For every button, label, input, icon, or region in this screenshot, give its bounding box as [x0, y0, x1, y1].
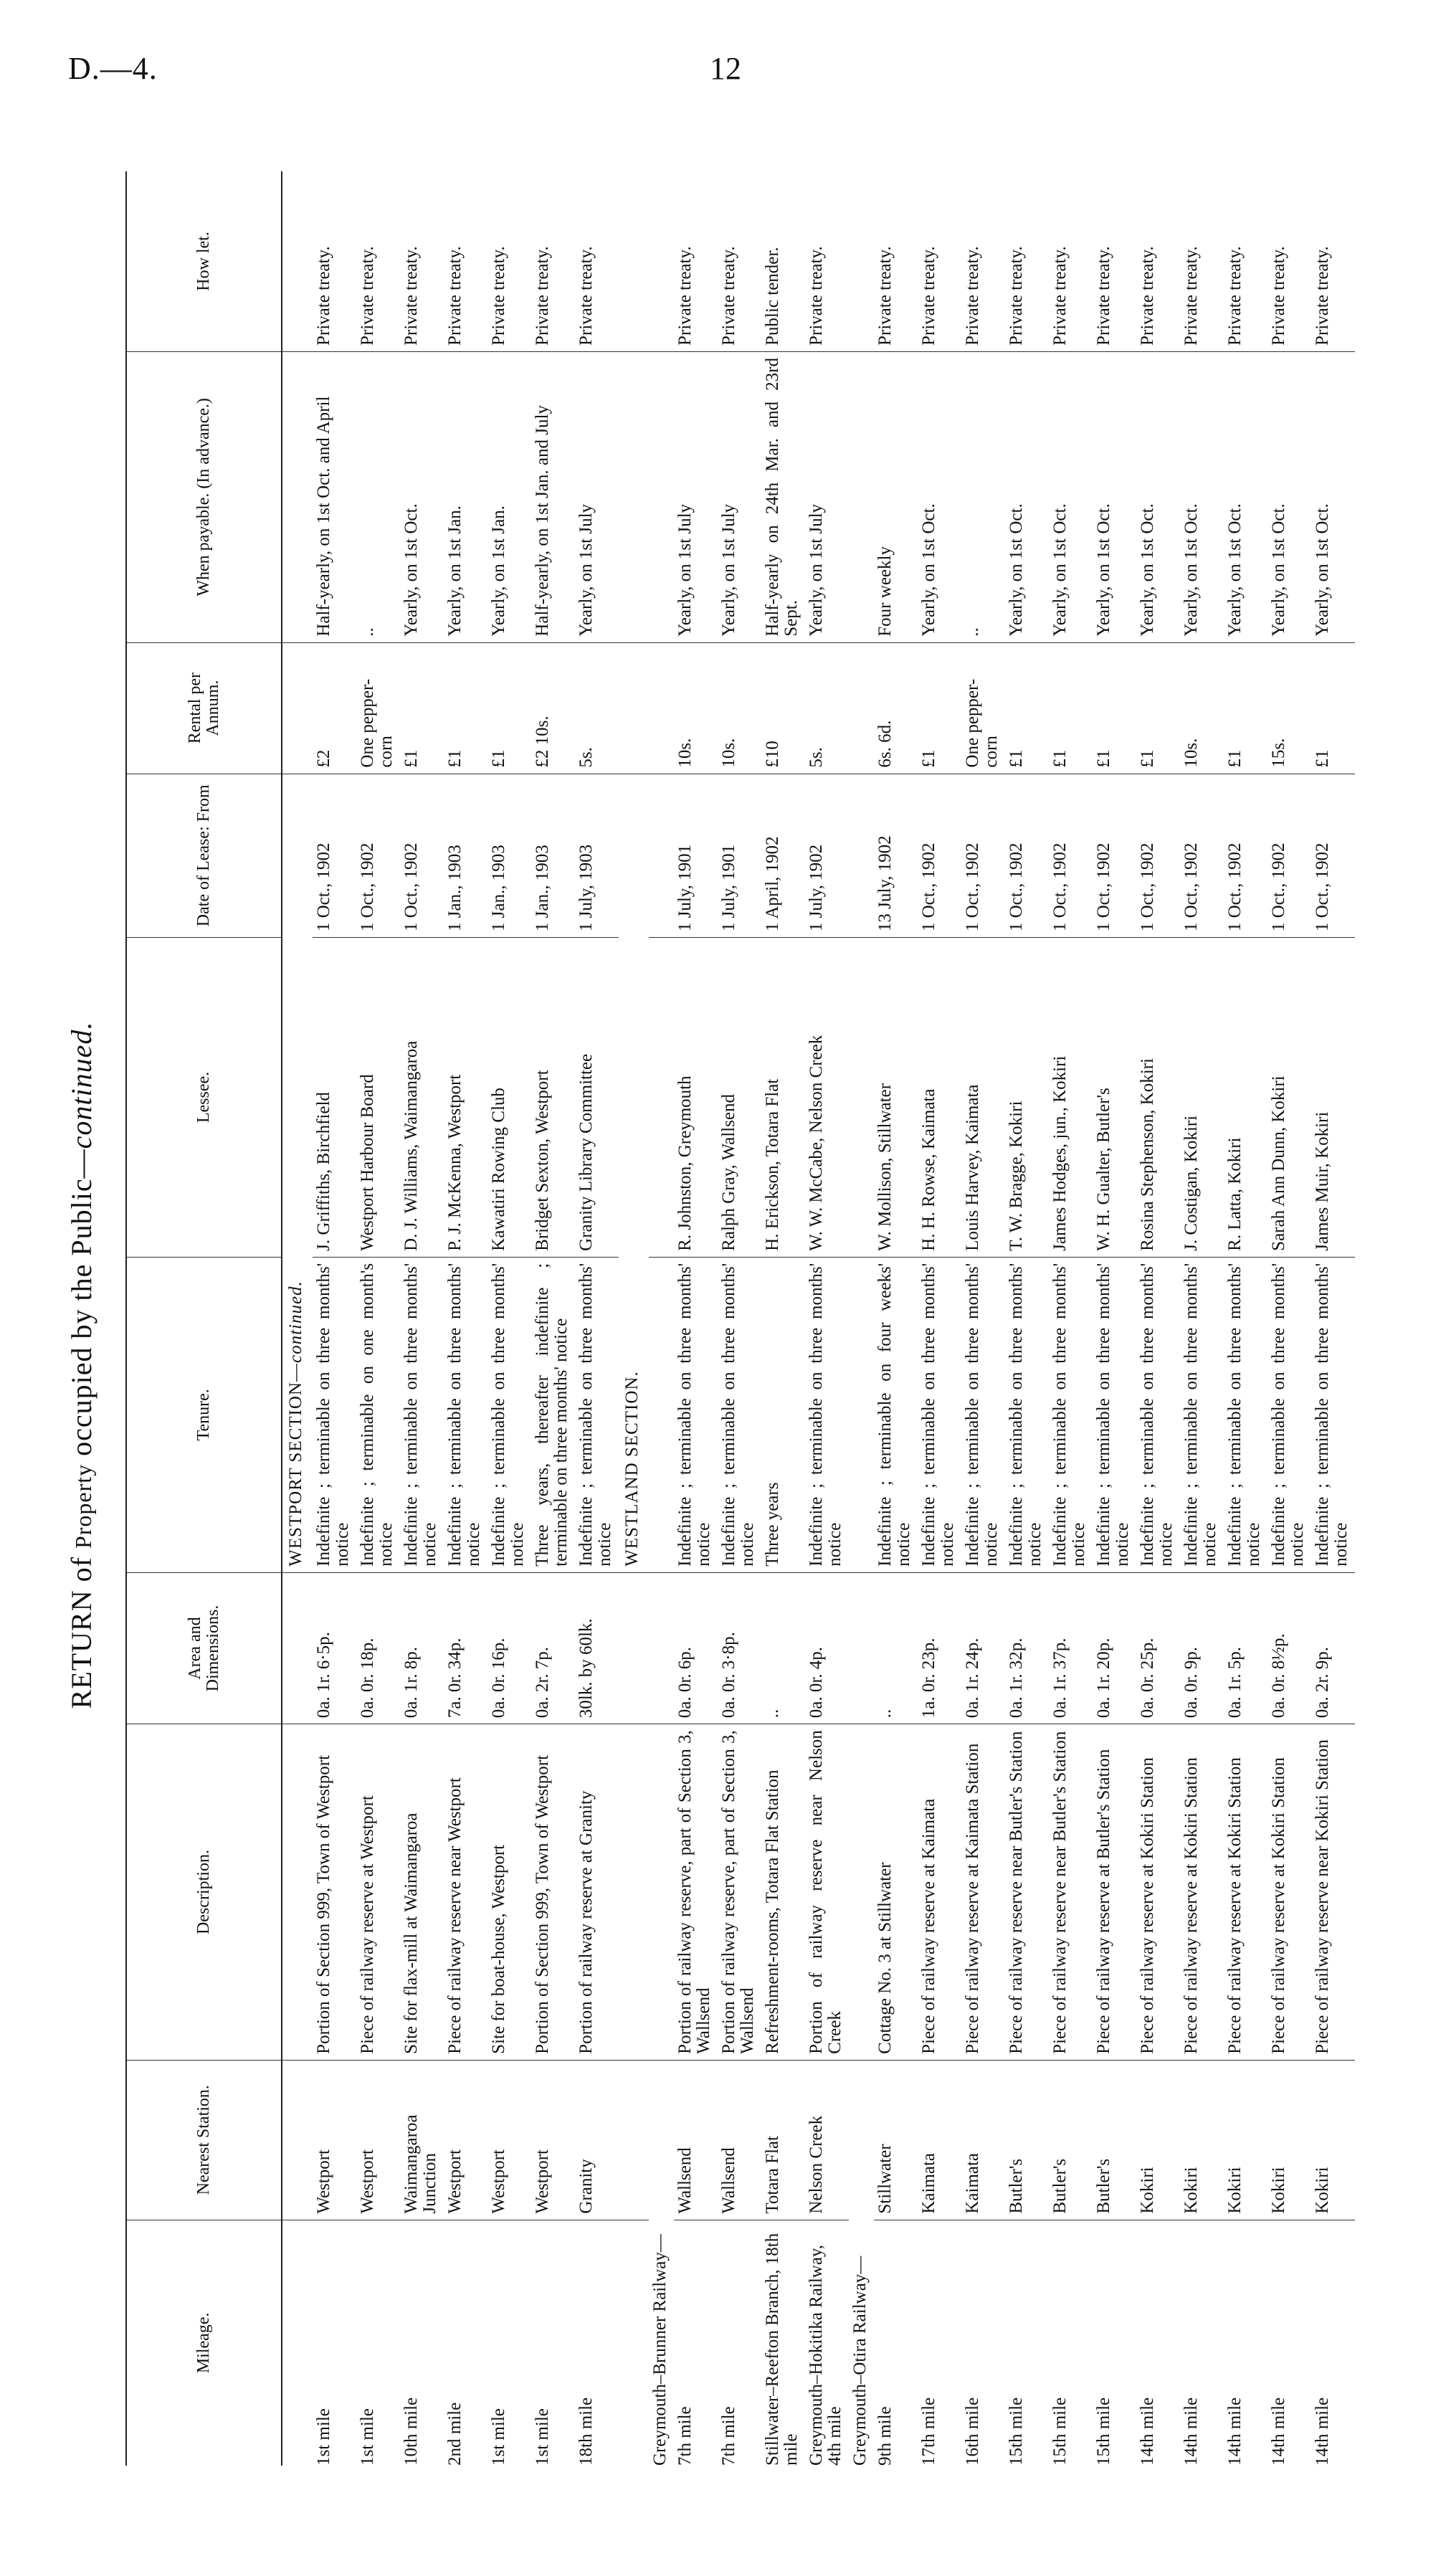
- table-row: [313, 171, 356, 2466]
- table-row: [1093, 171, 1136, 2466]
- cell-station: Butler's: [1093, 2060, 1136, 2220]
- cell-station: Kaimata: [961, 2060, 1005, 2220]
- cell-mileage: 1st mile: [358, 2408, 377, 2466]
- cell-tenure: Indefinite ; terminable on three months' notice: [444, 1257, 487, 1572]
- cell-how: Private treaty.: [1136, 171, 1180, 352]
- cell-when: Yearly, on 1st Oct.: [918, 352, 961, 643]
- cell-area: 0a. 1r. 5p.: [1224, 1572, 1267, 1724]
- cell-when: Half-yearly, on 1st Oct. and April: [313, 352, 356, 643]
- cell-area: 0a. 1r. 37p.: [1049, 1572, 1093, 1724]
- cell-lessee: Kawatiri Rowing Club: [487, 938, 531, 1258]
- cell-mileage: 10th mile: [401, 2397, 421, 2466]
- header-lessee: Lessee.: [126, 938, 282, 1258]
- cell-description: Site for flax-mill at Waimangaroa: [400, 1724, 444, 2061]
- cell-when: Yearly, on 1st Oct.: [1093, 352, 1136, 643]
- cell-how: Private treaty.: [1224, 171, 1267, 352]
- cell-when: ..: [961, 352, 1005, 643]
- cell-mileage: 14th mile: [1225, 2397, 1245, 2466]
- cell-description: Piece of railway reserve at Kokiri Station: [1180, 1724, 1224, 2061]
- table-row: [400, 171, 444, 2466]
- header-date: Date of Lease: From: [126, 774, 282, 938]
- westland-section-heading: [619, 171, 649, 2466]
- cell-lessee: W. Mollison, Stillwater: [874, 938, 918, 1258]
- cell-mileage: 15th mile: [1007, 2397, 1026, 2466]
- cell-mileage: 1st mile: [533, 2408, 552, 2466]
- cell-tenure: Indefinite ; terminable on three months' notice: [1267, 1257, 1311, 1572]
- table-row: [674, 171, 718, 2466]
- cell-lessee: H. H. Rowse, Kaimata: [918, 938, 961, 1258]
- cell-rental: 10s.: [718, 642, 761, 774]
- cell-how: Private treaty.: [1093, 171, 1136, 352]
- cell-date: 1 Oct., 1902: [313, 774, 356, 938]
- table-row: [918, 171, 961, 2466]
- cell-tenure: Indefinite ; terminable on three months' notice: [718, 1257, 761, 1572]
- cell-area: 0a. 2r. 9p.: [1311, 1572, 1355, 1724]
- cell-station: Kokiri: [1311, 2060, 1355, 2220]
- table-row: [531, 171, 575, 2466]
- cell-tenure: Indefinite ; terminable on three months' notice: [1005, 1257, 1049, 1572]
- westland-section-heading-label: WESTLAND SECTION.: [619, 774, 649, 1572]
- cell-when: Yearly, on 1st Oct.: [1267, 352, 1311, 643]
- cell-date: 13 July, 1902: [874, 774, 918, 938]
- cell-station: Stillwater: [874, 2060, 918, 2220]
- table-row: [1224, 171, 1267, 2466]
- cell-description: Piece of railway reserve at Kokiri Station: [1267, 1724, 1311, 2061]
- cell-tenure: Indefinite ; terminable on three months' notice: [1224, 1257, 1267, 1572]
- cell-when: ..: [356, 352, 400, 643]
- cell-lessee: James Muir, Kokiri: [1311, 938, 1355, 1258]
- cell-description: Piece of railway reserve near Butler's Station: [1005, 1724, 1049, 2061]
- cell-date: 1 Oct., 1902: [1311, 774, 1355, 938]
- cell-station: Kokiri: [1267, 2060, 1311, 2220]
- cell-date: 1 Oct., 1902: [1267, 774, 1311, 938]
- cell-area: 0a. 0r. 18p.: [356, 1572, 400, 1724]
- cell-tenure: Indefinite ; terminable on three months' notice: [575, 1257, 619, 1572]
- header-area: Area and Dimensions.: [126, 1572, 282, 1724]
- cell-date: 1 Oct., 1902: [918, 774, 961, 938]
- cell-lessee: R. Johnston, Greymouth: [674, 938, 718, 1258]
- cell-station: Westport: [487, 2060, 531, 2220]
- cell-description: Piece of railway reserve at Westport: [356, 1724, 400, 2061]
- cell-station: Nelson Creek: [805, 2060, 849, 2220]
- cell-area: 0a. 2r. 7p.: [531, 1572, 575, 1724]
- cell-how: Private treaty.: [356, 171, 400, 352]
- cell-tenure: Indefinite ; terminable on four weeks' notice: [874, 1257, 918, 1572]
- cell-how: Private treaty.: [487, 171, 531, 352]
- cell-mileage: 14th mile: [1269, 2397, 1288, 2466]
- cell-how: Private treaty.: [1180, 171, 1224, 352]
- cell-how: Private treaty.: [575, 171, 619, 352]
- cell-mileage: 15th mile: [1094, 2397, 1113, 2466]
- cell-lessee: Rosina Stephenson, Kokiri: [1136, 938, 1180, 1258]
- table-row: [356, 171, 400, 2466]
- cell-station: Wallsend: [718, 2060, 761, 2220]
- greymouth-brunner-heading: [649, 171, 674, 2466]
- cell-date: 1 July, 1901: [718, 774, 761, 938]
- table-row: [575, 171, 619, 2466]
- cell-how: Private treaty.: [1267, 171, 1311, 352]
- cell-description: Portion of Section 999, Town of Westport: [531, 1724, 575, 2061]
- cell-lessee: Westport Harbour Board: [356, 938, 400, 1258]
- cell-rental: One pepper-corn: [356, 642, 400, 774]
- cell-station: Waimangaroa Junction: [400, 2060, 444, 2220]
- cell-date: 1 Oct., 1902: [1005, 774, 1049, 938]
- cell-mileage: 14th mile: [1138, 2397, 1157, 2466]
- title-italic: continued.: [65, 1021, 97, 1149]
- table-row: [487, 171, 531, 2466]
- cell-when: Yearly, on 1st Oct.: [1311, 352, 1355, 643]
- cell-how: Private treaty.: [874, 171, 918, 352]
- cell-lessee: Ralph Gray, Wallsend: [718, 938, 761, 1258]
- cell-rental: £1: [1311, 642, 1355, 774]
- cell-tenure: Indefinite ; terminable on three months' notice: [805, 1257, 849, 1572]
- cell-description: Piece of railway reserve at Kokiri Station: [1224, 1724, 1267, 2061]
- cell-mileage: 1st mile: [489, 2408, 508, 2466]
- cell-how: Private treaty.: [1311, 171, 1355, 352]
- cell-description: Piece of railway reserve at Kaimata: [918, 1724, 961, 2061]
- cell-rental: 10s.: [1180, 642, 1224, 774]
- cell-mileage: 9th mile: [875, 2406, 895, 2466]
- cell-area: 0a. 0r. 4p.: [805, 1572, 849, 1724]
- cell-how: Private treaty.: [531, 171, 575, 352]
- cell-rental: £1: [1136, 642, 1180, 774]
- cell-tenure: Indefinite ; terminable on three months' notice: [400, 1257, 444, 1572]
- cell-mileage: 1st mile: [314, 2408, 333, 2466]
- cell-area: ..: [874, 1572, 918, 1724]
- cell-date: 1 Oct., 1902: [1049, 774, 1093, 938]
- cell-station: Kaimata: [918, 2060, 961, 2220]
- cell-tenure: Indefinite ; terminable on one month's notice: [356, 1257, 400, 1572]
- cell-area: 0a. 0r. 8½p.: [1267, 1572, 1311, 1724]
- cell-description: Piece of railway reserve at Butler's Station: [1093, 1724, 1136, 2061]
- cell-date: 1 Oct., 1902: [400, 774, 444, 938]
- header-description: Description.: [126, 1724, 282, 2061]
- cell-tenure: Indefinite ; terminable on three months' notice: [1093, 1257, 1136, 1572]
- cell-tenure: Indefinite ; terminable on three months' notice: [1136, 1257, 1180, 1572]
- cell-date: 1 July, 1903: [575, 774, 619, 938]
- cell-lessee: W. H. Gualter, Butler's: [1093, 938, 1136, 1258]
- cell-mileage: 2nd mile: [445, 2402, 465, 2466]
- cell-area: 0a. 0r. 16p.: [487, 1572, 531, 1724]
- cell-station: Kokiri: [1224, 2060, 1267, 2220]
- cell-mileage: Greymouth–Hokitika Railway, 4th mile: [806, 2244, 844, 2466]
- cell-when: Yearly, on 1st July: [674, 352, 718, 643]
- cell-lessee: P. J. McKenna, Westport: [444, 938, 487, 1258]
- cell-when: Yearly, on 1st Oct.: [1224, 352, 1267, 643]
- cell-description: Portion of Section 999, Town of Westport: [313, 1724, 356, 2061]
- cell-date: 1 Oct., 1902: [1093, 774, 1136, 938]
- cell-tenure: Indefinite ; terminable on three months' notice: [674, 1257, 718, 1572]
- cell-rental: £1: [444, 642, 487, 774]
- title-smallcaps: Property: [70, 1463, 96, 1549]
- title-main: RETURN of: [65, 1557, 97, 1709]
- table-row: [444, 171, 487, 2466]
- cell-area: 0a. 1r. 20p.: [1093, 1572, 1136, 1724]
- table-row: [1005, 171, 1049, 2466]
- table-row: [1049, 171, 1093, 2466]
- table-row: [1180, 171, 1224, 2466]
- cell-description: Portion of railway reserve at Granity: [575, 1724, 619, 2061]
- cell-area: ..: [761, 1572, 805, 1724]
- cell-description: Portion of railway reserve, part of Section 3, Wallsend: [718, 1724, 761, 2061]
- cell-date: 1 April, 1902: [761, 774, 805, 938]
- table-row: [1267, 171, 1311, 2466]
- property-table: [125, 171, 1355, 2466]
- cell-date: 1 Oct., 1902: [356, 774, 400, 938]
- cell-lessee: Sarah Ann Dunn, Kokiri: [1267, 938, 1311, 1258]
- cell-date: 1 Oct., 1902: [1180, 774, 1224, 938]
- cell-description: Refreshment-rooms, Totara Flat Station: [761, 1724, 805, 2061]
- cell-area: 0a. 1r. 24p.: [961, 1572, 1005, 1724]
- cell-area: 0a. 0r. 25p.: [1136, 1572, 1180, 1724]
- header-tenure: Tenure.: [126, 1257, 282, 1572]
- cell-when: Yearly, on 1st Oct.: [1180, 352, 1224, 643]
- cell-when: Yearly, on 1st Oct.: [1049, 352, 1093, 643]
- cell-station: Kokiri: [1180, 2060, 1224, 2220]
- cell-station: Granity: [575, 2060, 619, 2220]
- cell-description: Portion of railway reserve near Nelson Creek: [805, 1724, 849, 2061]
- document-reference: D.—4.: [68, 51, 158, 86]
- cell-mileage: 15th mile: [1050, 2397, 1070, 2466]
- cell-description: Site for boat-house, Westport: [487, 1724, 531, 2061]
- table-header-row: [126, 171, 282, 2466]
- cell-station: Butler's: [1005, 2060, 1049, 2220]
- cell-rental: £1: [400, 642, 444, 774]
- cell-when: Half-yearly, on 1st Jan. and July: [531, 352, 575, 643]
- cell-mileage: 18th mile: [576, 2397, 596, 2466]
- cell-tenure: Indefinite ; terminable on three months' notice: [313, 1257, 356, 1572]
- cell-how: Private treaty.: [400, 171, 444, 352]
- rotated-page: [0, 164, 1351, 2566]
- cell-description: Piece of railway reserve near Butler's Station: [1049, 1724, 1093, 2061]
- cell-how: Public tender.: [761, 171, 805, 352]
- cell-rental: £1: [1005, 642, 1049, 774]
- cell-tenure: Indefinite ; terminable on three months' notice: [1180, 1257, 1224, 1572]
- cell-how: Private treaty.: [805, 171, 849, 352]
- title-rest: occupied by the Public—: [65, 1149, 97, 1456]
- cell-description: Piece of railway reserve at Kaimata Station: [961, 1724, 1005, 2061]
- cell-station: Wallsend: [674, 2060, 718, 2220]
- cell-description: Piece of railway reserve at Kokiri Station: [1136, 1724, 1180, 2061]
- greymouth-brunner-heading-label: Greymouth–Brunner Railway—: [650, 2234, 670, 2466]
- cell-when: Yearly, on 1st July: [575, 352, 619, 643]
- cell-mileage: 17th mile: [919, 2397, 938, 2466]
- cell-area: 0a. 1r. 32p.: [1005, 1572, 1049, 1724]
- table-row: [718, 171, 761, 2466]
- cell-mileage: Stillwater–Reefton Branch, 18th mile: [763, 2233, 801, 2466]
- cell-lessee: T. W. Bragge, Kokiri: [1005, 938, 1049, 1258]
- cell-station: Westport: [313, 2060, 356, 2220]
- cell-rental: £1: [1049, 642, 1093, 774]
- cell-lessee: Granity Library Committee: [575, 938, 619, 1258]
- header-station: Nearest Station.: [126, 2060, 282, 2220]
- cell-area: 0a. 0r. 9p.: [1180, 1572, 1224, 1724]
- cell-how: Private treaty.: [444, 171, 487, 352]
- westport-section-heading: [282, 171, 313, 2466]
- cell-date: 1 Oct., 1902: [961, 774, 1005, 938]
- cell-lessee: J. Griffiths, Birchfield: [313, 938, 356, 1258]
- cell-lessee: Louis Harvey, Kaimata: [961, 938, 1005, 1258]
- cell-when: Half-yearly on 24th Mar. and 23rd Sept.: [761, 352, 805, 643]
- cell-mileage: 7th mile: [675, 2406, 695, 2466]
- cell-mileage: 14th mile: [1181, 2397, 1201, 2466]
- page-number: 12: [710, 51, 741, 86]
- cell-how: Private treaty.: [718, 171, 761, 352]
- cell-rental: One pepper-corn: [961, 642, 1005, 774]
- cell-how: Private treaty.: [1005, 171, 1049, 352]
- cell-date: 1 Jan., 1903: [487, 774, 531, 938]
- cell-lessee: Bridget Sexton, Westport: [531, 938, 575, 1258]
- cell-date: 1 Oct., 1902: [1136, 774, 1180, 938]
- cell-how: Private treaty.: [674, 171, 718, 352]
- cell-tenure: Indefinite ; terminable on three months' notice: [1311, 1257, 1355, 1572]
- cell-date: 1 Oct., 1902: [1224, 774, 1267, 938]
- cell-rental: 10s.: [674, 642, 718, 774]
- header-when: When payable. (In advance.): [126, 352, 282, 643]
- cell-rental: 6s. 6d.: [874, 642, 918, 774]
- cell-mileage: 16th mile: [963, 2397, 982, 2466]
- cell-lessee: J. Costigan, Kokiri: [1180, 938, 1224, 1258]
- cell-tenure: Three years, thereafter indefinite ; terminable on three months' notice: [531, 1257, 575, 1572]
- table-row: [961, 171, 1005, 2466]
- cell-how: Private treaty.: [918, 171, 961, 352]
- table-row: [761, 171, 805, 2466]
- cell-lessee: R. Latta, Kokiri: [1224, 938, 1267, 1258]
- cell-date: 1 Jan., 1903: [444, 774, 487, 938]
- cell-rental: £1: [918, 642, 961, 774]
- greymouth-otira-heading: [849, 171, 874, 2466]
- cell-when: Four weekly: [874, 352, 918, 643]
- westport-section-label: WESTPORT SECTION—continued.: [282, 774, 313, 1572]
- cell-station: Totara Flat: [761, 2060, 805, 2220]
- cell-area: 0a. 0r. 3·8p.: [718, 1572, 761, 1724]
- cell-area: 30lk. by 60lk.: [575, 1572, 619, 1724]
- cell-how: Private treaty.: [313, 171, 356, 352]
- cell-rental: £10: [761, 642, 805, 774]
- cell-rental: 5s.: [575, 642, 619, 774]
- cell-rental: £1: [1224, 642, 1267, 774]
- cell-tenure: Indefinite ; terminable on three months' notice: [961, 1257, 1005, 1572]
- cell-when: Yearly, on 1st July: [718, 352, 761, 643]
- cell-station: Westport: [444, 2060, 487, 2220]
- header-how: How let.: [126, 171, 282, 352]
- cell-tenure: Indefinite ; terminable on three months' notice: [1049, 1257, 1093, 1572]
- cell-when: Yearly, on 1st Jan.: [487, 352, 531, 643]
- cell-rental: £1: [487, 642, 531, 774]
- cell-how: Private treaty.: [961, 171, 1005, 352]
- cell-area: 0a. 1r. 8p.: [400, 1572, 444, 1724]
- cell-when: Yearly, on 1st Oct.: [400, 352, 444, 643]
- cell-area: 0a. 0r. 6p.: [674, 1572, 718, 1724]
- cell-when: Yearly, on 1st Oct.: [1005, 352, 1049, 643]
- table-row: [874, 171, 918, 2466]
- cell-area: 1a. 0r. 23p.: [918, 1572, 961, 1724]
- cell-lessee: D. J. Williams, Waimangaroa: [400, 938, 444, 1258]
- cell-tenure: Three years: [761, 1257, 805, 1572]
- cell-station: Westport: [531, 2060, 575, 2220]
- cell-date: 1 July, 1902: [805, 774, 849, 938]
- cell-lessee: James Hodges, jun., Kokiri: [1049, 938, 1093, 1258]
- cell-description: Piece of railway reserve near Westport: [444, 1724, 487, 2061]
- cell-rental: £2: [313, 642, 356, 774]
- cell-rental: £2 10s.: [531, 642, 575, 774]
- header-rental: Rental per Annum.: [126, 642, 282, 774]
- cell-mileage: 7th mile: [719, 2406, 738, 2466]
- cell-rental: 15s.: [1267, 642, 1311, 774]
- document-title: [65, 164, 98, 2566]
- greymouth-otira-heading-label: Greymouth–Otira Railway—: [850, 2256, 870, 2466]
- cell-area: 0a. 1r. 6·5p.: [313, 1572, 356, 1724]
- cell-how: Private treaty.: [1049, 171, 1093, 352]
- cell-rental: 5s.: [805, 642, 849, 774]
- cell-when: Yearly, on 1st Jan.: [444, 352, 487, 643]
- cell-area: 7a. 0r. 34p.: [444, 1572, 487, 1724]
- cell-lessee: W. W. McCabe, Nelson Creek: [805, 938, 849, 1258]
- cell-mileage: 14th mile: [1313, 2397, 1332, 2466]
- cell-station: Westport: [356, 2060, 400, 2220]
- cell-description: Portion of railway reserve, part of Section 3, Wallsend: [674, 1724, 718, 2061]
- cell-date: 1 July, 1901: [674, 774, 718, 938]
- cell-station: Butler's: [1049, 2060, 1093, 2220]
- cell-tenure: Indefinite ; terminable on three months' notice: [487, 1257, 531, 1572]
- table-row: [805, 171, 849, 2466]
- table-row: [1311, 171, 1355, 2466]
- cell-when: Yearly, on 1st Oct.: [1136, 352, 1180, 643]
- header-mileage: Mileage.: [126, 2220, 282, 2466]
- cell-rental: £1: [1093, 642, 1136, 774]
- cell-station: Kokiri: [1136, 2060, 1180, 2220]
- cell-when: Yearly, on 1st July: [805, 352, 849, 643]
- cell-description: Piece of railway reserve near Kokiri Station: [1311, 1724, 1355, 2061]
- cell-tenure: Indefinite ; terminable on three months' notice: [918, 1257, 961, 1572]
- table-row: [1136, 171, 1180, 2466]
- cell-date: 1 Jan., 1903: [531, 774, 575, 938]
- cell-description: Cottage No. 3 at Stillwater: [874, 1724, 918, 2061]
- cell-lessee: H. Erickson, Totara Flat: [761, 938, 805, 1258]
